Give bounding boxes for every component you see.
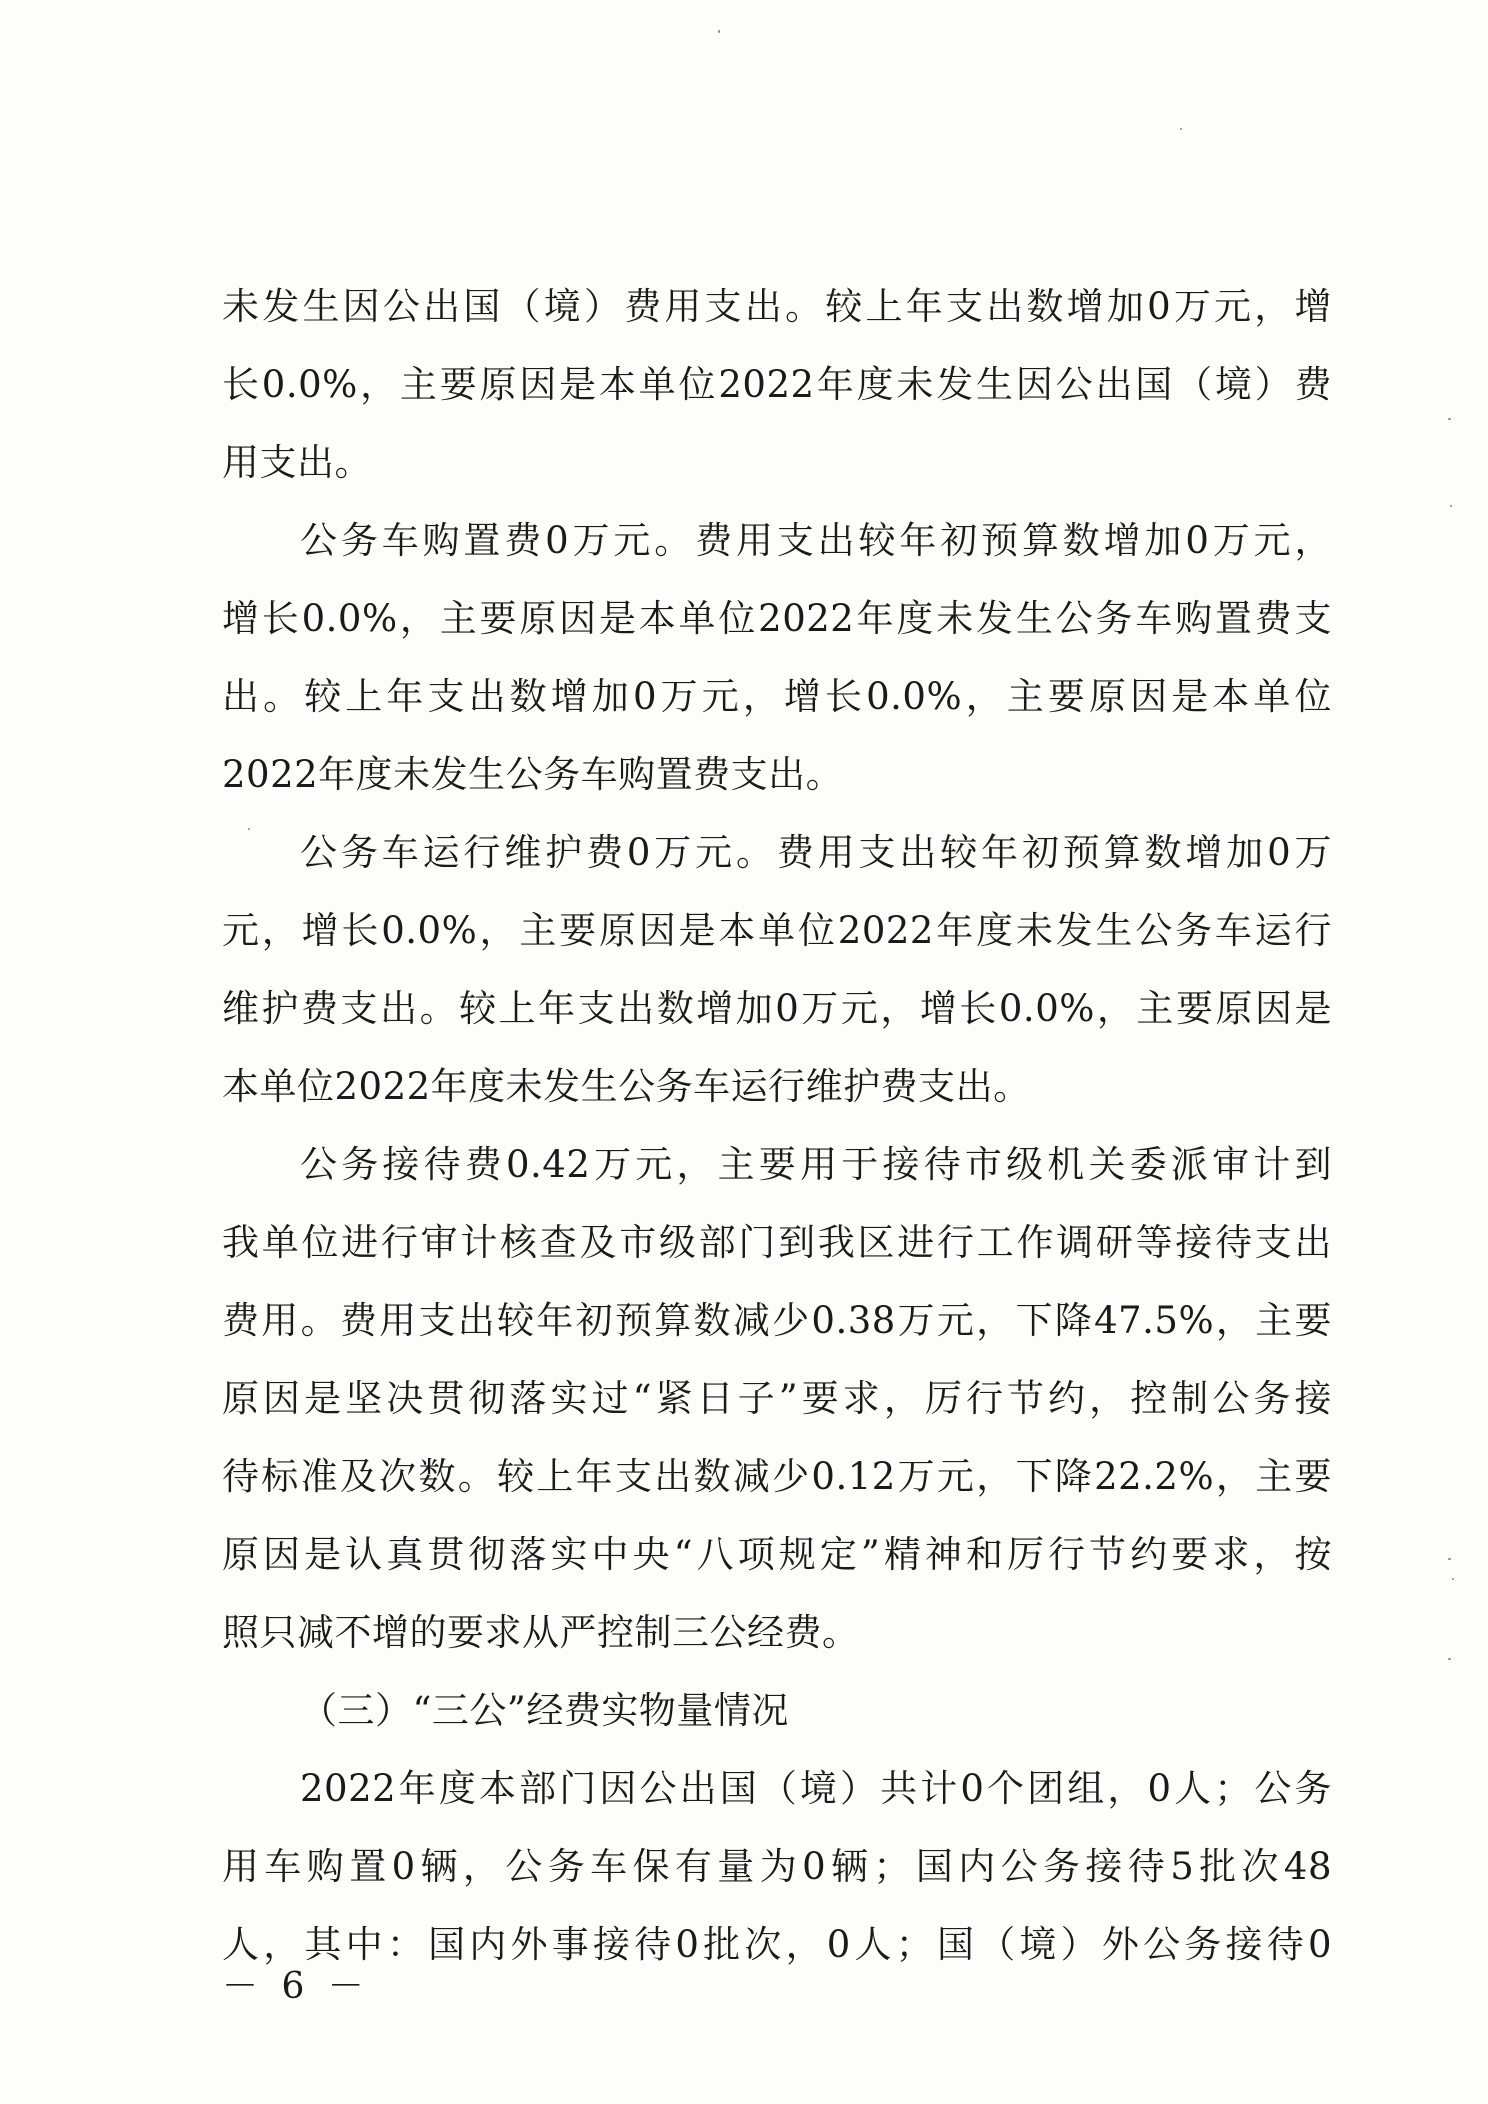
paragraph-line: 增长0.0%，主要原因是本单位2022年度未发生公务车购置费支 [222, 597, 1332, 640]
scan-speck [718, 30, 720, 33]
scan-speck [1448, 418, 1451, 420]
paragraph-line: 用支出。 [222, 441, 372, 484]
paragraph-line: 出。较上年支出数增加0万元，增长0.0%，主要原因是本单位 [222, 675, 1332, 718]
paragraph-line: 原因是认真贯彻落实中央“八项规定”精神和厉行节约要求，按 [222, 1533, 1332, 1576]
paragraph-line: 原因是坚决贯彻落实过“紧日子”要求，厉行节约，控制公务接 [222, 1377, 1332, 1420]
paragraph-line: 本单位2022年度未发生公务车运行维护费支出。 [222, 1065, 1031, 1108]
scan-speck [1450, 505, 1452, 507]
paragraph-line: 公务接待费0.42万元，主要用于接待市级机关委派审计到 [300, 1143, 1332, 1186]
page-number: － 6 － [222, 1966, 370, 2007]
paragraph-line: 元，增长0.0%，主要原因是本单位2022年度未发生公务车运行 [222, 909, 1332, 952]
section-heading: （三）“三公”经费实物量情况 [300, 1689, 789, 1732]
paragraph-line: 照只减不增的要求从严控制三公经费。 [222, 1611, 860, 1654]
scan-speck [1448, 1658, 1451, 1660]
paragraph-line: 未发生因公出国（境）费用支出。较上年支出数增加0万元，增 [222, 285, 1332, 328]
paragraph-line: 用车购置0辆，公务车保有量为0辆；国内公务接待5批次48 [222, 1845, 1332, 1888]
document-body [222, 268, 1332, 1984]
paragraph-line: 我单位进行审计核查及市级部门到我区进行工作调研等接待支出 [222, 1221, 1332, 1264]
scan-speck [248, 828, 250, 830]
paragraph-line: 长0.0%，主要原因是本单位2022年度未发生因公出国（境）费 [222, 363, 1332, 406]
paragraph-line: 公务车运行维护费0万元。费用支出较年初预算数增加0万 [300, 831, 1332, 874]
paragraph-line: 费用。费用支出较年初预算数减少0.38万元，下降47.5%，主要 [222, 1299, 1332, 1342]
paragraph-line: 2022年度未发生公务车购置费支出。 [222, 753, 844, 796]
scan-speck [1448, 1558, 1451, 1560]
paragraph-line: 2022年度本部门因公出国（境）共计0个团组，0人；公务 [300, 1767, 1332, 1810]
paragraph-line: 待标准及次数。较上年支出数减少0.12万元，下降22.2%，主要 [222, 1455, 1332, 1498]
paragraph-line: 人，其中：国内外事接待0批次，0人；国（境）外公务接待0 [222, 1923, 1332, 1966]
paragraph-line: 公务车购置费0万元。费用支出较年初预算数增加0万元， [300, 519, 1332, 562]
scan-speck [1180, 128, 1182, 130]
paragraph-line: 维护费支出。较上年支出数增加0万元，增长0.0%，主要原因是 [222, 987, 1332, 1030]
scan-speck [1452, 1578, 1454, 1580]
